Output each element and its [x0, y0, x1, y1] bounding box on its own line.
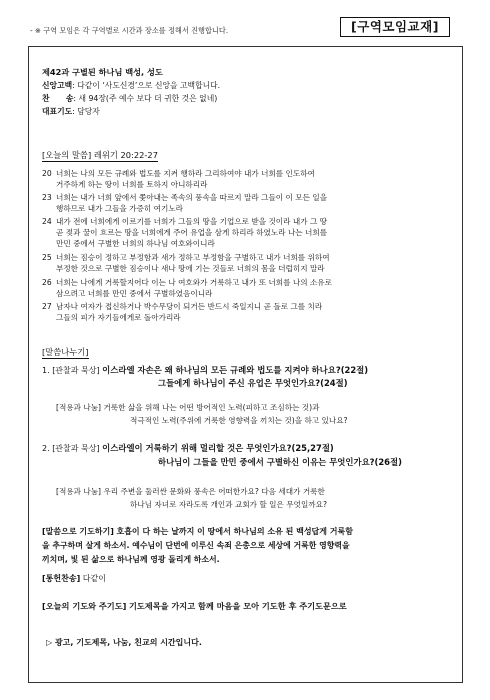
header-note: - ※ 구역 모임은 각 구역별로 시간과 장소를 정해서 진행합니다.	[30, 26, 229, 35]
verse-26: 26 너희는 나에게 거룩할지어다 이는 나 여호와가 거룩하고 내가 또 너희를 나의 소유로 삼으려고 너희를 만민 중에서 구별하였음이니라	[42, 278, 332, 298]
prayer-leader-label: 대표기도	[42, 107, 73, 116]
hymn-row	[42, 93, 217, 104]
lesson-title: 제42과 구별된 하나님 백성, 성도	[42, 67, 163, 77]
apply-2: [적용과 나눔] 우리 주변을 둘러싼 문화와 풍속은 어떠한가요? 다음 세대가 거룩한	[56, 487, 325, 496]
share-heading: [말씀나누기]	[42, 347, 89, 357]
prayer-leader-text: : 담당자	[72, 107, 100, 116]
hymn-label: 찬 송	[42, 94, 74, 103]
question-2: 2. [관찰과 묵상] 이스라엘이 거룩하기 위해 멀리할 것은 무엇인가요?(25,27절)	[42, 443, 334, 453]
question-1-line2: 그들에게 하나님이 주신 유업은 무엇인가요?(24절)	[158, 378, 348, 388]
prayer-leader-row	[42, 106, 100, 117]
footer-note: ▷ 광고, 기도제목, 나눔, 친교의 시간입니다.	[46, 638, 202, 647]
verse-27: 27 남자나 여자가 접신하거나 박수무당이 되거든 반드시 죽일지니 곧 돌로 그를 치라 그들의 피가 자기들에게로 돌아가리라	[42, 302, 323, 322]
verse-25: 25 너희는 짐승이 정하고 부정함과 새가 정하고 부정함을 구별하고 내가 너희를 위하여 부정한 것으로 구별한 짐승이나 새나 땅에 기는 것들로 너희의 몸을 더럽히지 말라	[42, 253, 330, 273]
apply-1-line2: 적극적인 노력(주위에 거룩한 영향력을 끼치는 것)을 하고 있나요?	[130, 416, 348, 425]
creed-label: 신앙고백	[42, 81, 73, 90]
verse-20: 20 너희는 나의 모든 규례와 법도를 지켜 행하라 그리하여야 내가 너희를 인도하여 거주하게 하는 땅이 너희를 토하지 아니하리라	[42, 169, 315, 189]
apply-2-line2: 하나님 자녀로 자라도록 개인과 교회가 할 일은 무엇일까요?	[130, 500, 327, 509]
verse-23: 23 너희는 내가 너희 앞에서 쫓아내는 족속의 풍속을 따르지 말라 그들이 이 모든 일을 행하므로 내가 그들을 가증히 여기노라	[42, 193, 328, 213]
word-heading: [오늘의 말씀] 레위기 20:22-27	[42, 150, 158, 160]
prayer-line-1: [말씀으로 기도하기] 호흡이 다 하는 날까지 이 땅에서 하나님의 소유 된 백성답게 거룩함	[42, 527, 353, 536]
creed-row	[42, 80, 220, 91]
verse-24: 24 내가 전에 너희에게 이르기를 너희가 그들의 땅을 기업으로 받을 것이라 내가 그 땅 곧 젖과 꿀이 흐르는 땅을 너희에게 주어 유업을 삼게 하리라 하였노라 나는 너희를 만민 중에서 구별한 너희의 하나님 여호와이니라	[42, 217, 328, 248]
document-title: [구역모임교재]	[340, 17, 450, 37]
prayer-lords-line: [오늘의 기도와 주기도] 기도제목을 가지고 함께 마음을 모아 기도한 후 주기도문으로	[42, 601, 347, 611]
question-2-line2: 하나님이 그들을 만민 중에서 구별하신 이유는 무엇인가요?(26절)	[158, 457, 402, 467]
question-1: 1. [관찰과 묵상] 이스라엘 자손은 왜 하나님의 모든 규례와 법도를 지켜야 하나요?(22절)	[42, 365, 369, 375]
creed-text: : 다같이 ‘사도신경’으로 신앙을 고백합니다.	[72, 81, 221, 90]
hymn-line: [통헌찬송] 다같이	[42, 574, 106, 583]
apply-1: [적용과 나눔] 거룩한 삶을 위해 나는 어떤 방어적인 노력(피하고 조심하는 것)과	[56, 403, 320, 412]
prayer-line-2: 을 추구하며 살게 하소서. 예수님이 단번에 이루신 속죄 은총으로 세상에 거룩한 영향력을	[42, 541, 350, 550]
prayer-line-3: 끼치며, 빛 된 삶으로 하나님께 영광 돌리게 하소서.	[42, 555, 220, 564]
hymn-text: : 새 94장(주 예수 보다 더 귀한 것은 없네)	[73, 94, 218, 103]
